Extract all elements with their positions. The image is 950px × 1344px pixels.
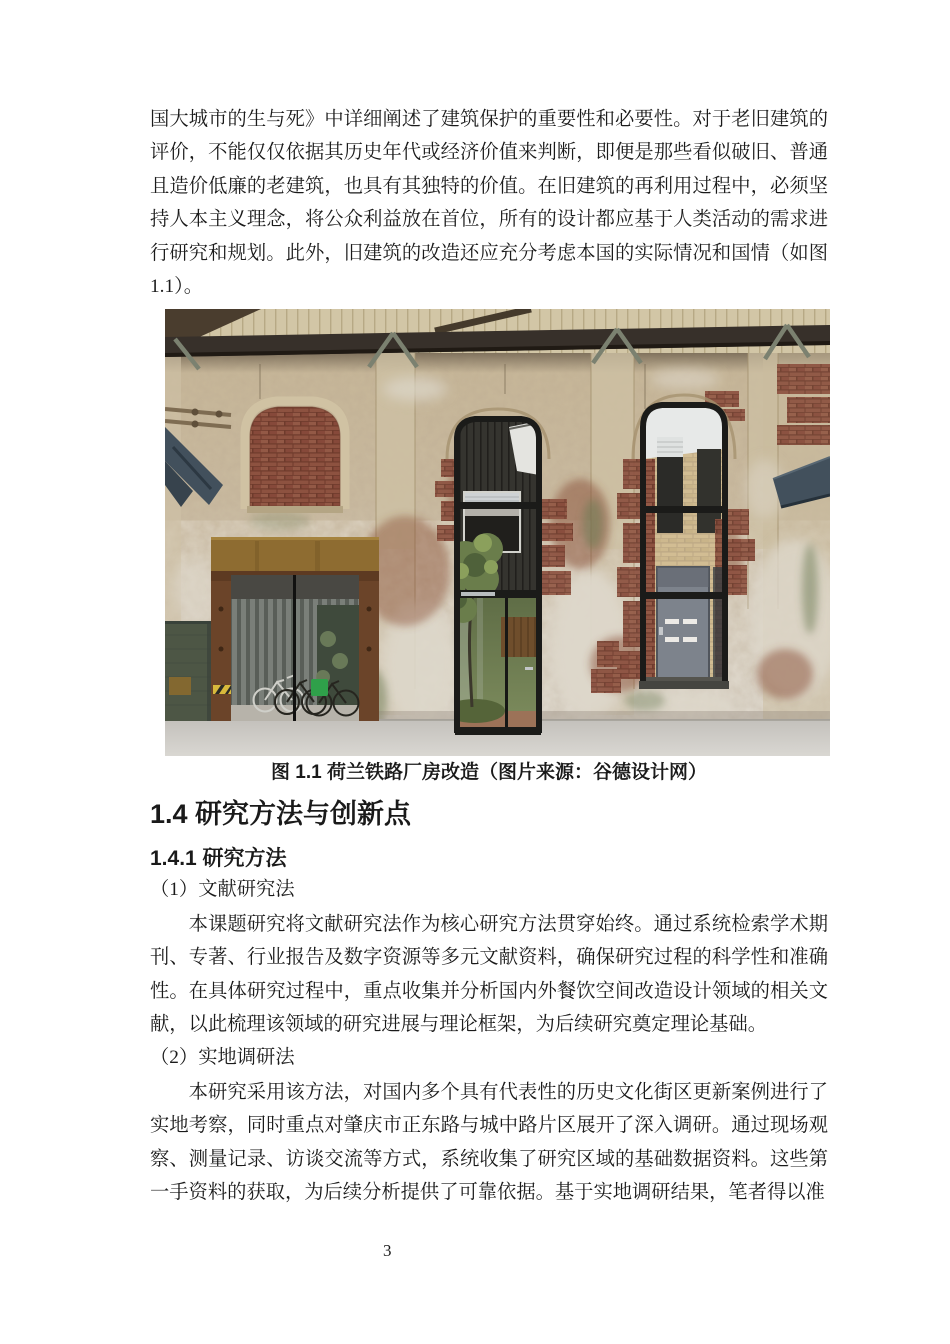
figure-caption: 图 1.1 荷兰铁路厂房改造（图片来源：谷德设计网） <box>271 762 707 783</box>
left-doorway <box>211 537 379 721</box>
method-2-paragraph: 本研究采用该方法，对国内多个具有代表性的历史文化街区更新案例进行了实地考察，同时重点对肇庆市正东路与城中路片区展开了深入调研。通过现场观察、测量记录、访谈交流等方式，系统收集了研究区域的基础数据资料。这些第一手资料的获取，为后续分析提供了可靠依据。基于实地调研结果，笔者得以准 <box>150 1082 828 1204</box>
bricked-arch-panel <box>245 401 345 513</box>
green-wainscot <box>165 621 211 721</box>
gray-door <box>657 567 709 679</box>
section-heading: 1.4 研究方法与创新点 <box>150 799 412 829</box>
bike-pannier <box>311 679 328 696</box>
hazard-stripe <box>213 685 231 694</box>
figure-image <box>165 309 830 756</box>
body-paragraph: 国大城市的生与死》中详细阐述了建筑保护的重要性和必要性。对于老旧建筑的评价，不能仅仅依据其历史年代或经济价值来判断，即便是那些看似破旧、普通且造价低廉的老建筑，也具有其独特的价值。在旧建筑的再利用过程中，必须坚持人本主义理念，将公众利益放在首位，所有的设计都应基于人类活动的需求进行研究和规划。此外，旧建筑的改造还应充分考虑本国的实际情况和国情（如图1.1）。 <box>150 109 828 298</box>
method-1-label: （1）文献研究法 <box>150 879 295 900</box>
right-arched-window <box>639 405 729 689</box>
page-number: 3 <box>383 1241 392 1260</box>
factory-photo-illustration <box>165 309 830 756</box>
subsection-heading: 1.4.1 研究方法 <box>150 847 287 870</box>
method-2-label: （2）实地调研法 <box>150 1047 295 1068</box>
method-1-paragraph: 本课题研究将文献研究法作为核心研究方法贯穿始终。通过系统检索学术期刊、专著、行业报告及数字资源等多元文献资料，确保研究过程的科学性和准确性。在具体研究过程中，重点收集并分析国内外餐饮空间改造设计领域的相关文献，以此梳理该领域的研究进展与理论框架，为后续研究奠定理论基础。 <box>150 914 828 1036</box>
